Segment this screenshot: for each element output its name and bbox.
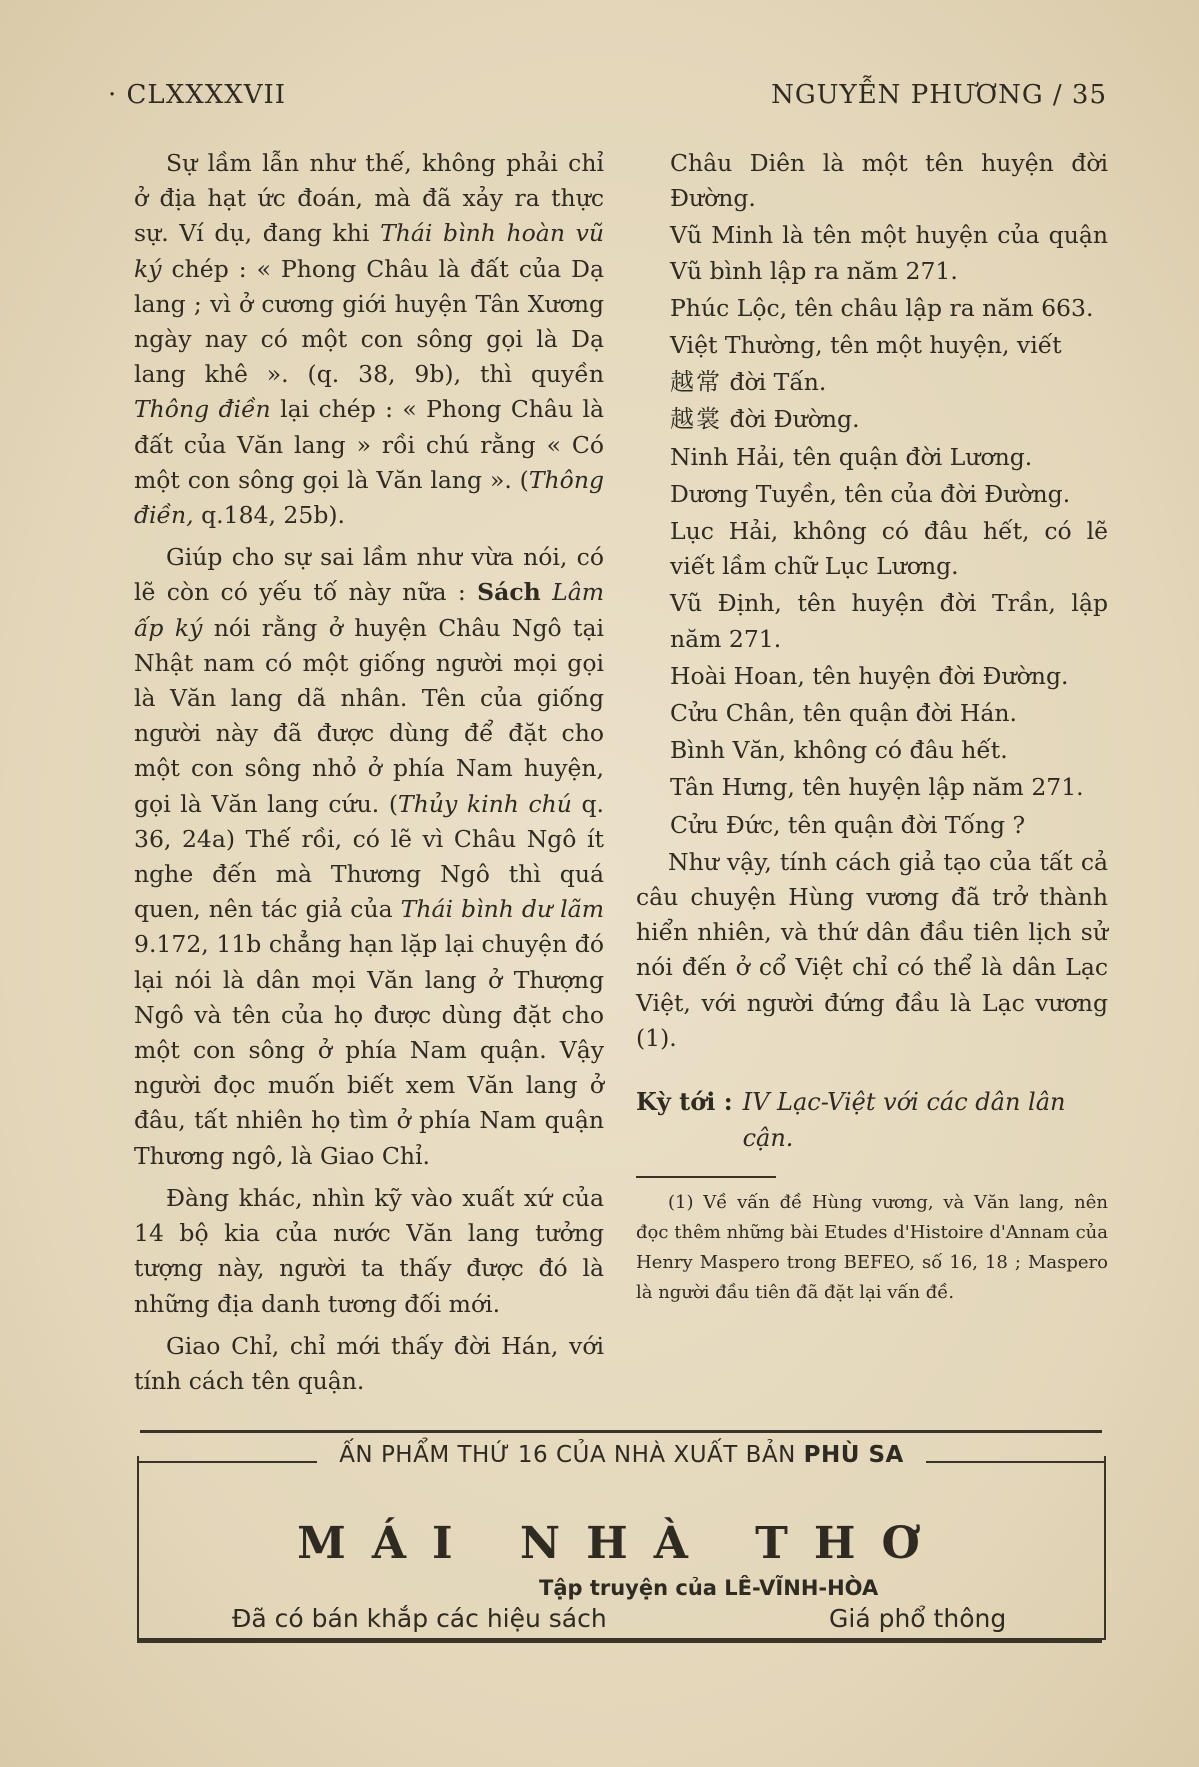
section-divider <box>140 1430 1102 1433</box>
next-issue-notice <box>636 1084 1108 1156</box>
bottom-divider <box>137 1640 1102 1643</box>
list-item: Châu Diên là một tên huyện đời Đường. <box>670 149 1108 213</box>
paragraph: Giao Chỉ, chỉ mới thấy đời Hán, với tính cách tên quận. <box>134 1331 604 1395</box>
advertisement-box <box>137 1442 1106 1640</box>
price-text: Giá phổ thông <box>829 1604 1007 1633</box>
list-item: Lục Hải, không có đâu hết, có lẽ viết lầm chữ Lục Lương. <box>670 517 1108 581</box>
han-characters: 越常 <box>670 368 722 397</box>
next-issue-title: IV Lạc-Việt với các dân lân cận. <box>742 1088 1066 1153</box>
paragraph: Như vậy, tính cách giả tạo của tất cả câu chuyện Hùng vương đã trở thành hiển nhiên, và thứ dân đầu tiên lịch sử nói đến ở cổ Việt chỉ có thể là dân Lạc Việt, với người đứng đầu là Lạc vương (1). <box>636 847 1108 1052</box>
list-item: Hoài Hoan, tên huyện đời Đường. <box>670 661 1069 690</box>
next-issue-label: Kỳ tới : <box>636 1087 733 1117</box>
book-subtitle: Tập truyện của LÊ-VĨNH-HÒA <box>539 1576 879 1600</box>
left-column <box>134 146 604 1406</box>
list-item: Tân Hưng, tên huyện lập năm 271. <box>670 773 1084 802</box>
availability-text: Đã có bán khắp các hiệu sách <box>232 1604 607 1633</box>
list-item: Ninh Hải, tên quận đời Lương. <box>670 442 1033 471</box>
list-item: Bình Văn, không có đâu hết. <box>670 736 1008 765</box>
list-item: Dương Tuyền, tên của đời Đường. <box>670 479 1071 508</box>
running-header: NGUYỄN PHƯƠNG / 35 <box>771 80 1107 110</box>
footnote: (1) Về vấn đề Hùng vương, và Văn lang, nên đọc thêm những bài Etudes d'Histoire d'Annam của Henry Maspero trong BEFEO, số 16, 18 ; Maspero là người đầu tiên đã đặt lại vấn đề. <box>636 1192 1108 1304</box>
footnote-divider <box>636 1176 776 1178</box>
paragraph: Sự lầm lẫn như thế, không phải chỉ ở địa hạt ức đoán, mà đã xảy ra thực sự. Ví dụ, đang khi Thái bình hoàn vũ ký chép : « Phong Châu là đất của Dạ lang ; vì ở cương giới huyện Tân Xương ngày nay có một con sông gọi là Dạ lang khê ». (q. 38, 9b), thì quyền Thông điền lại chép : « Phong Châu là đất của Văn lang » rồi chú rằng « Có một con sông gọi là Văn lang ». (Thông điền, q.184, 25b). <box>134 149 604 530</box>
list-item: Vũ Định, tên huyện đời Trần, lập năm 271. <box>670 589 1108 653</box>
page-section-number: · CLXXXXVII <box>108 80 287 110</box>
ad-heading: ẤN PHẨM THỨ 16 CỦA NHÀ XUẤT BẢN PHÙ SA <box>339 1442 904 1468</box>
book-title: MÁI NHÀ THƠ <box>297 1518 946 1569</box>
han-characters: 越裳 <box>670 405 722 434</box>
list-item: Việt Thường, tên một huyện, viết <box>670 331 1062 360</box>
list-item: Cửu Chân, tên quận đời Hán. <box>670 699 1017 728</box>
right-column <box>636 146 1108 1315</box>
paragraph: Giúp cho sự sai lầm như vừa nói, có lẽ còn có yếu tố này nữa : Sách Lâm ấp ký nói rằng ở huyện Châu Ngô tại Nhật nam có một giống người mọi gọi là Văn lang dã nhân. Tên của giống người này đã được dùng để đặt cho một con sông nhỏ ở phía Nam huyện, gọi là Văn lang cứu. (Thủy kinh chú q. 36, 24a) Thế rồi, có lẽ vì Châu Ngô ít nghe đến mà Thương Ngô thì quá quen, nên tác giả của Thái bình dư lãm 9.172, 11b chẳng hạn lặp lại chuyện đó lại nói là dân mọi Văn lang ở Thượng Ngô và tên của họ được dùng đặt cho một con sông ở phía Nam quận. Vậy người đọc muốn biết xem Văn lang ở đâu, tất nhiên họ tìm ở phía Nam quận Thương ngô, là Giao Chỉ. <box>134 543 604 1170</box>
list-item: Cửu Đức, tên quận đời Tống ? <box>670 810 1026 839</box>
list-item: 越常 đời Tấn. <box>670 368 827 397</box>
paragraph: Đàng khác, nhìn kỹ vào xuất xứ của 14 bộ kia của nước Văn lang tưởng tượng này, người ta thấy được đó là những địa danh tương đối mới. <box>134 1183 604 1318</box>
list-item: 越裳 đời Đường. <box>670 405 860 434</box>
list-item: Vũ Minh là tên một huyện của quận Vũ bình lập ra năm 271. <box>670 221 1108 285</box>
list-item: Phúc Lộc, tên châu lập ra năm 663. <box>670 293 1094 322</box>
